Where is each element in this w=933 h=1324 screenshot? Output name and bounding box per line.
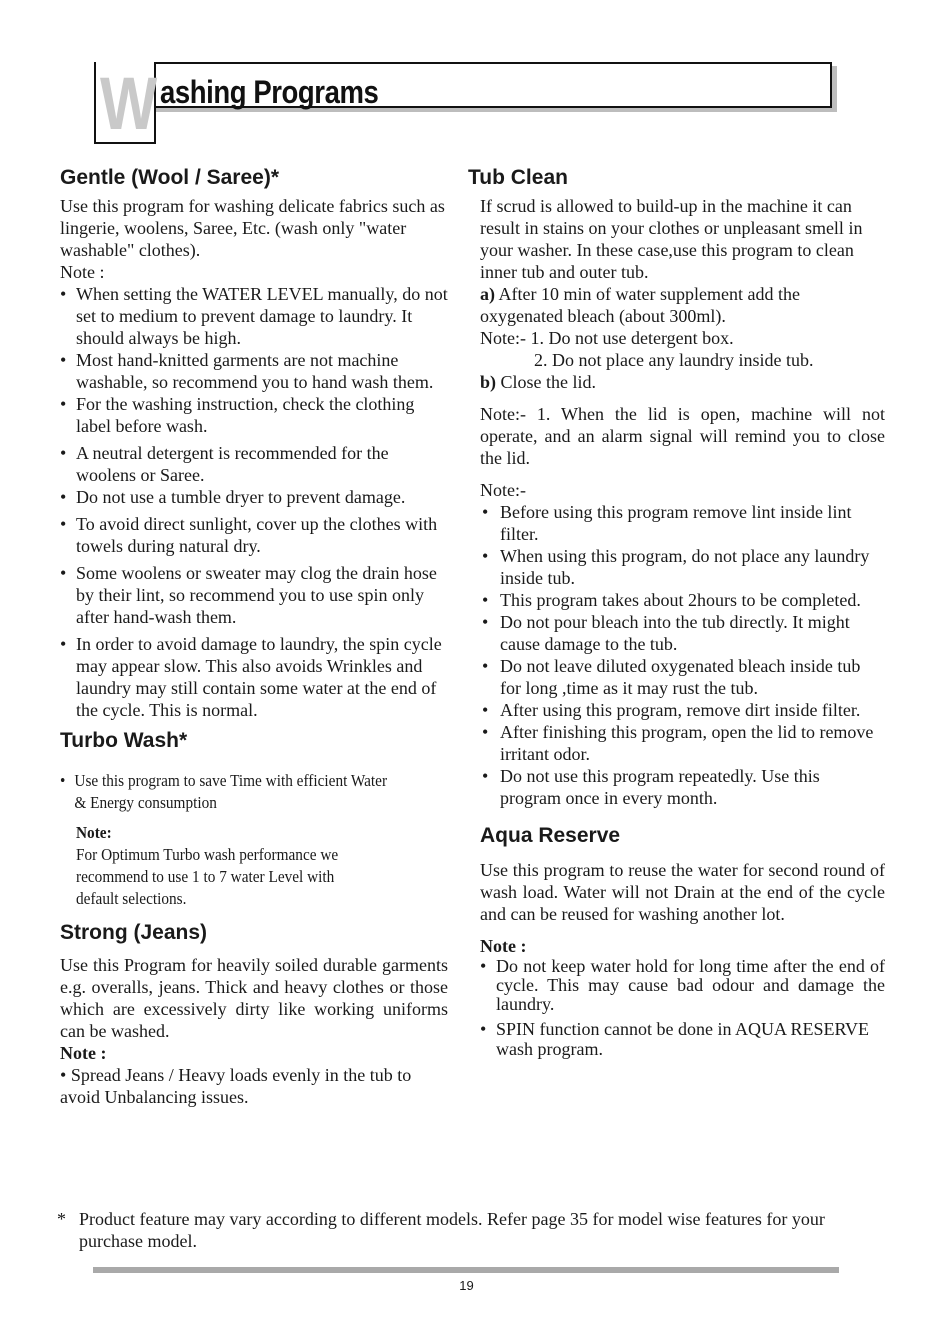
tubclean-step-b [480,371,885,393]
list-item: • After finishing this program, open the lid to remove irritant odor. [482,721,885,765]
tubclean-section [468,163,885,809]
step-a-label: a) [480,284,495,304]
tubclean-note3-label: Note:- [480,480,526,500]
aqua-bullet-list [480,957,885,1059]
turbo-note-label: Note: [76,823,112,842]
footnote-text: Product feature may vary according to different models. Refer page 35 for model wise features for your purchase model. [79,1209,825,1251]
footnote-star: * [57,1209,66,1229]
list-item: • SPIN function cannot be done in AQUA RESERVE wash program. [480,1019,885,1059]
turbo-note-text: For Optimum Turbo wash performance we recommend to use 1 to 7 water Level with default selections. [76,845,339,908]
strong-note-label: Note : [60,1043,107,1063]
list-item: • Most hand-knitted garments are not machine washable, so recommend you to hand wash them. [60,349,452,393]
list-item: • Use this program to save Time with efficient Water & Energy consumption [60,770,398,814]
list-item: • When using this program, do not place any laundry inside tub. [482,545,885,589]
gentle-note-label: Note : [60,262,105,282]
tubclean-step-a [480,283,885,327]
list-item: • To avoid direct sunlight, cover up the clothes with towels during natural dry. [60,513,452,557]
list-item: • Do not use this program repeatedly. Use this program once in every month. [482,765,885,809]
turbo-title: Turbo Wash* [60,729,188,752]
aqua-section [480,821,885,1059]
step-b-label: b) [480,372,497,392]
tubclean-note1-line2: 2. Do not place any laundry inside tub. [534,350,814,370]
page-title: ashing Programs [160,74,379,110]
turbo-bullet-list [60,770,452,814]
gentle-intro: Use this program for washing delicate fabrics such as lingerie, woolens, Saree, Etc. (wash only "water washable" clothes). [60,196,445,260]
list-item: • In order to avoid damage to laundry, the spin cycle may appear slow. This also avoids Wrinkles and laundry may still contain some water at the end of the cycle. This is normal. [60,633,452,721]
aqua-title: Aqua Reserve [480,824,621,847]
step-b-text: Close the lid. [500,372,597,392]
right-column [468,163,885,1064]
drop-cap-box [94,62,156,144]
aqua-intro: Use this program to reuse the water for second round of wash load. Water will not Drain at the end of the cycle and can be reused for washing another lot. [480,860,885,924]
footnote [57,1208,857,1252]
page-number: 19 [459,1278,474,1293]
gentle-bullet-list [60,283,452,721]
aqua-note-label: Note : [480,936,527,956]
list-item: • Do not use a tumble dryer to prevent damage. [60,486,452,508]
left-column [60,163,452,1108]
list-item: • Do not keep water hold for long time after the end of cycle. This may cause bad odour and damage the laundry. [480,957,885,1014]
footer-rule [93,1267,839,1273]
gentle-title: Gentle (Wool / Saree)* [60,166,279,189]
list-item: • Do not pour bleach into the tub directly. It might cause damage to the tub. [482,611,885,655]
step-a-text: After 10 min of water supplement add the oxygenated bleach (about 300ml). [480,284,800,326]
tubclean-note2: Note:- 1. When the lid is open, machine will not operate, and an alarm signal will remind you to close the lid. [480,404,885,468]
list-item: • This program takes about 2hours to be completed. [482,589,885,611]
strong-title: Strong (Jeans) [60,921,208,944]
gentle-section [60,163,452,721]
strong-section [60,918,452,1108]
tubclean-note1-line1: Note:- 1. Do not use detergent box. [480,328,734,348]
tubclean-intro: If scrud is allowed to build-up in the machine it can result in stains on your clothes or unpleasant smell in your washer. In these case,use this program to clean inner tub and outer tub. [480,196,863,282]
drop-cap-letter: W [100,62,156,145]
list-item: • After using this program, remove dirt inside filter. [482,699,885,721]
list-item: • Do not leave diluted oxygenated bleach inside tub for long ,time as it may rust the tub. [482,655,885,699]
list-item: • Before using this program remove lint inside lint filter. [482,501,885,545]
section-header [94,62,838,146]
list-item: • A neutral detergent is recommended for the woolens or Saree. [60,442,452,486]
strong-intro: Use this Program for heavily soiled durable garments e.g. overalls, jeans. Thick and heavy clothes or those which are excessively dirty like working uniforms can be washed. [60,955,448,1041]
strong-bullet: • Spread Jeans / Heavy loads evenly in the tub to avoid Unbalancing issues. [60,1065,412,1107]
turbo-section [60,726,452,910]
header-shadow [832,66,837,112]
tubclean-title: Tub Clean [468,166,568,189]
strong-bullet-text: Spread Jeans / Heavy loads evenly in the tub to avoid Unbalancing issues. [60,1065,412,1107]
list-item: • For the washing instruction, check the clothing label before wash. [60,393,452,437]
list-item: • When setting the WATER LEVEL manually, do not set to medium to prevent damage to laundry. It should always be high. [60,283,452,349]
list-item: • Some woolens or sweater may clog the drain hose by their lint, so recommend you to use spin only after hand-wash them. [60,562,452,628]
tubclean-bullet-list [480,501,885,809]
